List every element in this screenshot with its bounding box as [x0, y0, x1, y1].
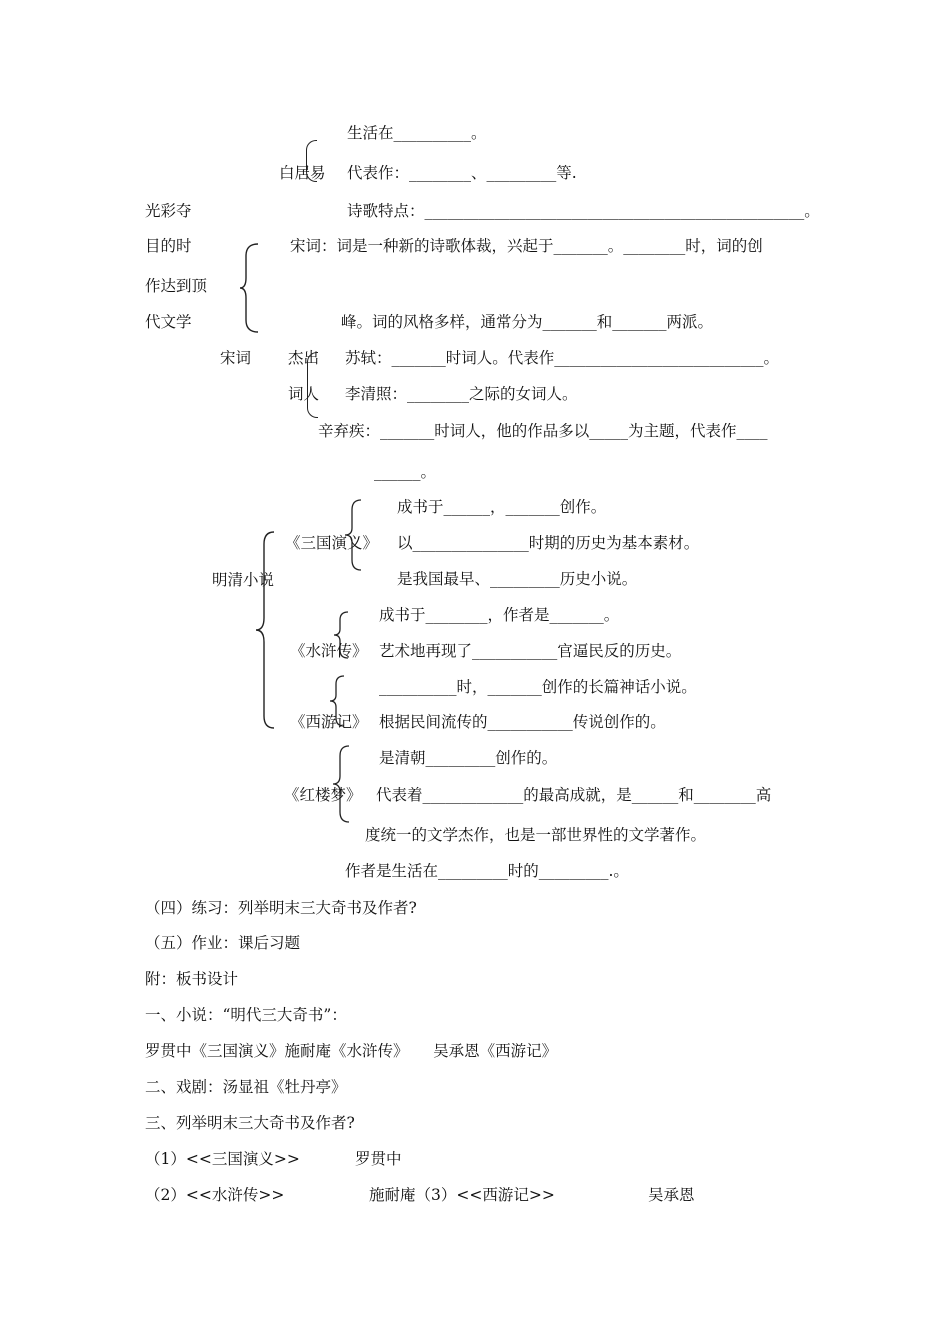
sanguo-line-1: 成书于______，_______创作。	[397, 498, 607, 516]
honglou-brace	[333, 744, 353, 824]
songci-big-brace	[240, 242, 262, 334]
honglou-line-1: 是清朝_________创作的。	[379, 749, 558, 767]
xiyou-title: 《西游记》	[290, 713, 368, 731]
sanguo-line-3: 是我国最早、_________历史小说。	[397, 570, 638, 588]
side-text-4: 代文学	[145, 313, 192, 331]
songci-line-1: 宋词：词是一种新的诗歌体裁，兴起于_______。________时，词的创	[290, 237, 763, 255]
item-3: 三、列举明末三大奇书及作者?	[145, 1114, 355, 1132]
bai-name: 白居易	[279, 164, 326, 182]
ciren-label: 词人	[288, 385, 320, 403]
shuihu-line-2: 艺术地再现了___________官逼民反的历史。	[379, 642, 682, 660]
songci-line-2: 峰。词的风格多样，通常分为_______和_______两派。	[341, 313, 714, 331]
bai-works: 代表作：________、_________等.	[347, 164, 577, 182]
songci-label: 宋词	[220, 349, 252, 367]
answer-3-author: 吴承恩	[648, 1186, 695, 1204]
honglou-line-2: 代表着_____________的最高成就，是______和________高	[376, 786, 772, 804]
appendix-line: 附：板书设计	[145, 970, 239, 988]
sanguo-line-2: 以_______________时期的历史为基本素材。	[397, 534, 700, 552]
xiyou-line-2: 根据民间流传的___________传说创作的。	[379, 713, 666, 731]
homework-line: （五）作业：课后习题	[145, 934, 301, 952]
answer-1: （1）<<三国演义>>	[145, 1150, 300, 1168]
sanguo-title: 《三国演义》	[285, 534, 379, 552]
bai-live: 生活在__________。	[347, 124, 487, 142]
answer-2: （2）<<水浒传>>	[145, 1186, 285, 1204]
answer-1-author: 罗贯中	[355, 1150, 402, 1168]
novels-label: 明清小说	[212, 571, 275, 589]
answer-2-author: 施耐庵（3）<<西游记>>	[369, 1186, 555, 1204]
item-1: 一、小说：“明代三大奇书”：	[145, 1006, 347, 1024]
side-text-2: 目的时	[145, 237, 192, 255]
shuihu-line-1: 成书于________，作者是_______。	[379, 606, 620, 624]
novels-big-brace	[256, 530, 278, 730]
xiyou-line-1: __________时，_______创作的长篇神话小说。	[379, 678, 697, 696]
shuihu-title: 《水浒传》	[290, 642, 368, 660]
item-2: 二、戏剧：汤显祖《牡丹亭》	[145, 1078, 347, 1096]
honglou-line-4: 作者是生活在_________时的_________.。	[345, 862, 629, 880]
xin-qiji: 辛弃疾：_______时词人，他的作品多以_____为主题，代表作____	[318, 422, 768, 440]
side-text-3: 作达到顶	[145, 277, 208, 295]
jiechu-label: 杰出	[288, 349, 320, 367]
practice-line: （四）练习：列举明末三大奇书及作者?	[145, 899, 417, 917]
honglou-title: 《红楼梦》	[284, 786, 362, 804]
item-1-list: 罗贯中《三国演义》施耐庵《水浒传》 吴承恩《西游记》	[145, 1042, 558, 1060]
xin-qiji-cont: ______。	[374, 463, 437, 481]
su-shi: 苏轼：_______时词人。代表作___________________________。	[345, 349, 780, 367]
side-text-1: 光彩夺	[145, 202, 192, 220]
bai-features: 诗歌特点：_________________________________________________。	[347, 202, 820, 220]
li-qingzhao: 李清照：________之际的女词人。	[345, 385, 578, 403]
honglou-line-3: 度统一的文学杰作，也是一部世界性的文学著作。	[365, 826, 707, 844]
